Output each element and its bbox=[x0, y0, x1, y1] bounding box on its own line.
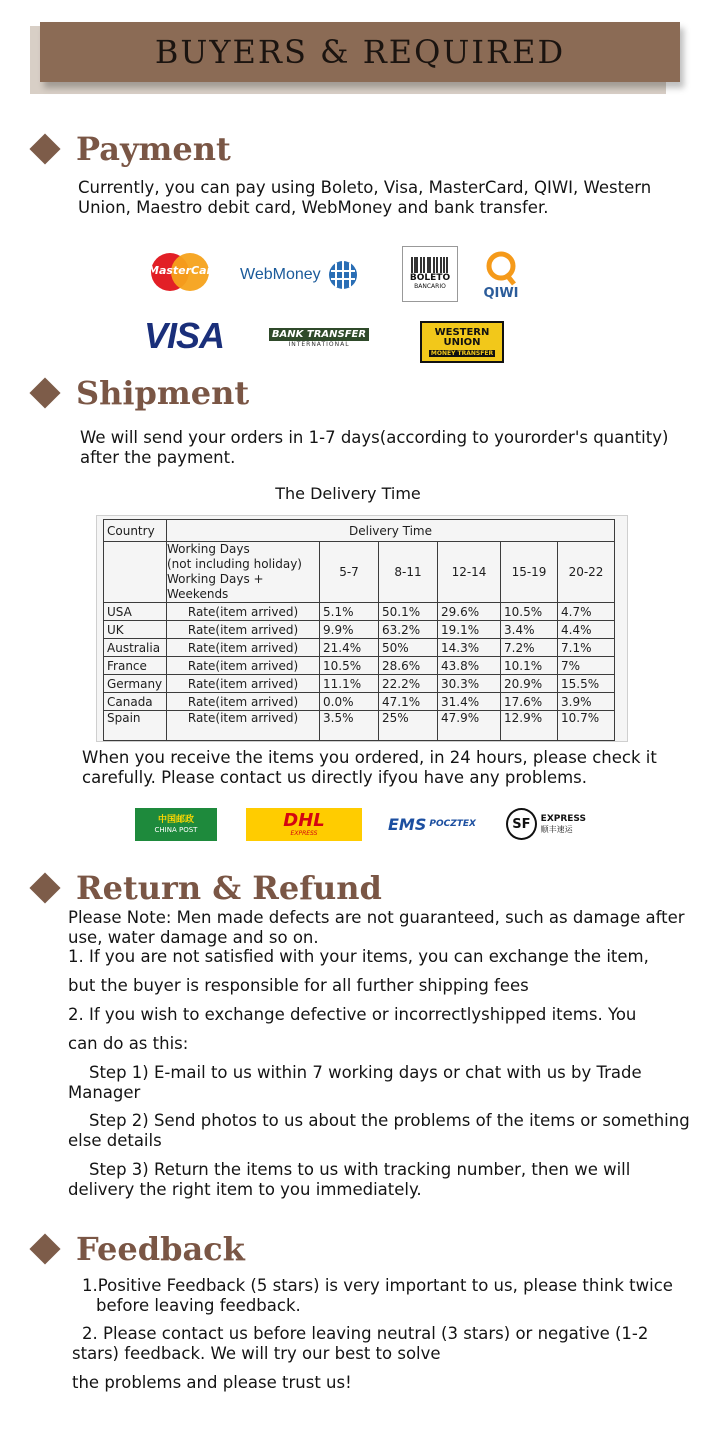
webmoney-logo bbox=[240, 258, 375, 292]
rate-cell: 43.8% bbox=[438, 657, 501, 675]
rate-cell: 0.0% bbox=[320, 693, 379, 711]
rate-label-cell: Rate(item arrived) bbox=[167, 639, 320, 657]
country-cell: France bbox=[104, 657, 167, 675]
country-cell: USA bbox=[104, 603, 167, 621]
range-header: 12-14 bbox=[438, 542, 501, 603]
rate-cell: 3.4% bbox=[501, 621, 558, 639]
rate-cell: 21.4% bbox=[320, 639, 379, 657]
diamond-icon bbox=[29, 1233, 60, 1264]
rate-cell: 4.7% bbox=[558, 603, 615, 621]
refund-line: 1. If you are not satisfied with your items, you can exchange the item, bbox=[68, 947, 649, 966]
banner-title: BUYERS & REQUIRED bbox=[154, 33, 566, 71]
rate-cell: 28.6% bbox=[379, 657, 438, 675]
qiwi-mark-icon bbox=[484, 250, 518, 286]
rate-cell: 10.1% bbox=[501, 657, 558, 675]
rate-cell: 7.1% bbox=[558, 639, 615, 657]
payment-title: Payment bbox=[76, 130, 231, 168]
rate-cell: 63.2% bbox=[379, 621, 438, 639]
shipment-title: Shipment bbox=[76, 374, 250, 412]
western-label: WESTERN bbox=[434, 326, 490, 338]
refund-line: but the buyer is responsible for all further shipping fees bbox=[68, 976, 529, 995]
range-header: 5-7 bbox=[320, 542, 379, 603]
country-cell: Spain bbox=[104, 711, 167, 741]
dhl-express-label: EXPRESS bbox=[290, 829, 318, 837]
shipment-heading bbox=[34, 374, 249, 412]
mastercard-logo bbox=[148, 250, 220, 294]
rate-cell: 31.4% bbox=[438, 693, 501, 711]
bancario-label: BANCARIO bbox=[414, 283, 446, 290]
feedback-item-2: 2. Please contact us before leaving neutral (3 stars) or negative (1-2 stars) feedback. We will try our best to solve bbox=[72, 1324, 649, 1363]
range-header: 8-11 bbox=[379, 542, 438, 603]
rate-cell: 9.9% bbox=[320, 621, 379, 639]
table-row bbox=[104, 639, 615, 657]
sf-cn-label: 顺丰速运 bbox=[540, 824, 573, 834]
rate-cell: 5.1% bbox=[320, 603, 379, 621]
banner bbox=[40, 22, 680, 82]
rate-cell: 19.1% bbox=[438, 621, 501, 639]
dhl-logo bbox=[246, 808, 362, 841]
rate-label-cell: Rate(item arrived) bbox=[167, 711, 320, 741]
rate-cell: 14.3% bbox=[438, 639, 501, 657]
qiwi-logo bbox=[480, 246, 522, 304]
country-header: Country bbox=[104, 520, 167, 542]
range-header: 20-22 bbox=[558, 542, 615, 603]
feedback-item-3: the problems and please trust us! bbox=[72, 1373, 352, 1392]
diamond-icon bbox=[29, 133, 60, 164]
sf-express-label: EXPRESS bbox=[540, 813, 586, 824]
barcode-icon bbox=[410, 257, 450, 273]
rate-cell: 20.9% bbox=[501, 675, 558, 693]
rate-cell: 25% bbox=[379, 711, 438, 741]
union-label: UNION bbox=[443, 336, 481, 348]
rate-cell: 12.9% bbox=[501, 711, 558, 741]
china-post-label: CHINA POST bbox=[154, 825, 198, 834]
globe-icon bbox=[327, 259, 359, 291]
money-transfer-label: MONEY TRANSFER bbox=[430, 349, 494, 357]
table-row bbox=[104, 621, 615, 639]
delivery-table bbox=[96, 515, 628, 742]
rate-cell: 10.5% bbox=[501, 603, 558, 621]
payment-text: Currently, you can pay using Boleto, Visa, MasterCard, QIWI, Western Union, Maestro debit card, WebMoney and bank transfer. bbox=[78, 178, 652, 217]
refund-line: can do as this: bbox=[68, 1034, 189, 1053]
rate-label-cell: Rate(item arrived) bbox=[167, 657, 320, 675]
diamond-icon bbox=[29, 377, 60, 408]
refund-heading bbox=[34, 869, 382, 907]
delivery-table-grid bbox=[103, 519, 615, 741]
shipment-text: We will send your orders in 1-7 days(according to yourorder's quantity) after the payment. bbox=[80, 428, 669, 467]
rate-cell: 11.1% bbox=[320, 675, 379, 693]
shipment-note: When you receive the items you ordered, in 24 hours, please check it carefully. Please contact us directly ifyou have any problems. bbox=[82, 748, 657, 787]
china-post-logo bbox=[135, 808, 217, 841]
dhl-label: DHL bbox=[283, 809, 325, 831]
feedback-item-1: 1.Positive Feedback (5 stars) is very important to us, please think twice before leaving feedback. bbox=[82, 1276, 673, 1315]
rate-cell: 15.5% bbox=[558, 675, 615, 693]
ems-label: EMS bbox=[388, 814, 427, 834]
feedback-title: Feedback bbox=[76, 1230, 245, 1268]
ems-logo bbox=[384, 810, 480, 838]
rate-cell: 29.6% bbox=[438, 603, 501, 621]
table-row bbox=[104, 693, 615, 711]
delivery-time-title: The Delivery Time bbox=[275, 484, 421, 503]
rate-cell: 17.6% bbox=[501, 693, 558, 711]
refund-note: Please Note: Men made defects are not guaranteed, such as damage after use, water damage and so on. bbox=[68, 908, 685, 947]
rate-cell: 10.7% bbox=[558, 711, 615, 741]
webmoney-label: WebMoney bbox=[240, 266, 321, 283]
rate-cell: 7.2% bbox=[501, 639, 558, 657]
rate-cell: 50.1% bbox=[379, 603, 438, 621]
western-union-logo bbox=[420, 321, 504, 363]
visa-logo bbox=[136, 315, 232, 356]
payment-heading bbox=[34, 130, 231, 168]
range-header: 15-19 bbox=[501, 542, 558, 603]
rate-cell: 22.2% bbox=[379, 675, 438, 693]
sf-mark-icon: SF bbox=[506, 808, 537, 840]
refund-step-1: Step 1) E-mail to us within 7 working days or chat with us by Trade Manager bbox=[68, 1063, 647, 1102]
boleto-logo bbox=[402, 246, 458, 302]
rate-cell: 7% bbox=[558, 657, 615, 675]
country-cell: UK bbox=[104, 621, 167, 639]
country-cell: Canada bbox=[104, 693, 167, 711]
refund-line: 2. If you wish to exchange defective or incorrectlyshipped items. You bbox=[68, 1005, 637, 1024]
rate-cell: 47.1% bbox=[379, 693, 438, 711]
country-cell: Germany bbox=[104, 675, 167, 693]
refund-title: Return & Refund bbox=[76, 869, 382, 907]
rate-label-cell: Rate(item arrived) bbox=[167, 621, 320, 639]
rate-cell: 47.9% bbox=[438, 711, 501, 741]
rate-label-cell: Rate(item arrived) bbox=[167, 675, 320, 693]
rate-cell: 30.3% bbox=[438, 675, 501, 693]
refund-step-3: Step 3) Return the items to us with tracking number, then we will delivery the right item to you immediately. bbox=[68, 1160, 636, 1199]
visa-label: VISA bbox=[143, 315, 225, 356]
rate-cell: 4.4% bbox=[558, 621, 615, 639]
pocztex-label: POCZTEX bbox=[429, 819, 476, 829]
sf-express-logo bbox=[506, 806, 586, 842]
bank-international-label: INTERNATIONAL bbox=[288, 341, 350, 348]
table-row bbox=[104, 603, 615, 621]
china-post-cn-label: 中国邮政 bbox=[157, 814, 194, 825]
feedback-heading bbox=[34, 1230, 245, 1268]
boleto-label: BOLETO bbox=[409, 273, 451, 283]
bank-transfer-logo bbox=[268, 324, 370, 352]
qiwi-label: QIWI bbox=[483, 285, 519, 301]
refund-step-2: Step 2) Send photos to us about the problems of the items or something else details bbox=[68, 1111, 695, 1150]
rate-cell: 10.5% bbox=[320, 657, 379, 675]
rate-cell: 3.9% bbox=[558, 693, 615, 711]
diamond-icon bbox=[29, 872, 60, 903]
table-row bbox=[104, 675, 615, 693]
delivery-header: Delivery Time bbox=[167, 520, 615, 542]
table-row bbox=[104, 657, 615, 675]
table-row bbox=[104, 711, 615, 741]
mastercard-label: MasterCard bbox=[148, 264, 220, 277]
country-cell: Australia bbox=[104, 639, 167, 657]
working-days-label: Working Days (not including holiday) Working Days + Weekends bbox=[167, 542, 320, 603]
rate-cell: 3.5% bbox=[320, 711, 379, 741]
rate-label-cell: Rate(item arrived) bbox=[167, 693, 320, 711]
rate-label-cell: Rate(item arrived) bbox=[167, 603, 320, 621]
rate-cell: 50% bbox=[379, 639, 438, 657]
bank-transfer-label: BANK TRANSFER bbox=[269, 328, 369, 341]
